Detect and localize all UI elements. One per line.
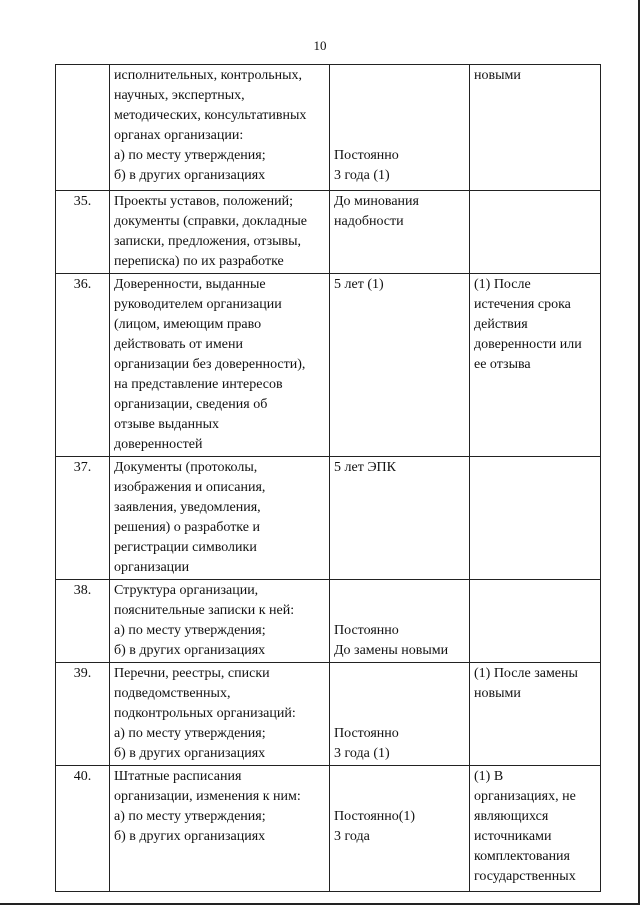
document-type-line: организации [114,560,190,575]
document-type-line: организации, сведения об [114,397,268,412]
document-type-line: Проекты уставов, положений; [114,194,293,209]
retention-term-line: надобности [334,214,404,229]
document-type-line: заявления, уведомления, [114,500,261,515]
document-type-line: Документы (протоколы, [114,460,258,475]
note-line: ее отзыва [474,357,531,372]
document-type-line: б) в других организациях [114,168,266,183]
retention-term-line [334,684,465,704]
retention-term-cell [330,580,470,663]
note-line: действия [474,317,528,332]
retention-term-line [334,601,465,621]
item-number: 40. [73,769,92,784]
document-type-line: Перечни, реестры, списки [114,666,270,681]
table-row [56,457,601,580]
document-type-line: Штатные расписания [114,769,242,784]
document-type-line: доверенностей [114,437,203,452]
retention-term-line [334,106,465,126]
document-type-cell [110,766,330,892]
document-type-line: записки, предложения, отзывы, [114,234,302,249]
note-line: источниками [474,829,552,844]
note-cell [470,766,601,892]
document-type-line: на представление интересов [114,377,283,392]
document-type-line: методических, консультативных [114,108,307,123]
retention-term-line: 3 года (1) [334,746,390,761]
document-type-line: отзыве выданных [114,417,220,432]
document-type-line: решения) о разработке и [114,520,260,535]
document-type-line: а) по месту утверждения; [114,623,266,638]
retention-term-cell [330,274,470,457]
retention-term-cell [330,191,470,274]
document-type-line: документы (справки, докладные [114,214,307,229]
item-number: 38. [73,583,92,598]
retention-term-cell [330,65,470,191]
document-type-line: а) по месту утверждения; [114,726,266,741]
document-type-cell [110,663,330,766]
document-type-line: изображения и описания, [114,480,266,495]
document-type-line: научных, экспертных, [114,88,245,103]
document-type-cell [110,65,330,191]
table-row [56,766,601,892]
retention-term-cell [330,663,470,766]
item-number: 35. [73,194,92,209]
note-line: комплектования [474,849,570,864]
document-type-line: Структура организации, [114,583,259,598]
table-row [56,274,601,457]
retention-term-line [334,66,465,86]
note-line: (1) В [474,769,504,784]
item-number: 39. [73,666,92,681]
note-cell [470,580,601,663]
retention-term-line: До замены новыми [334,643,449,658]
retention-term-line: Постоянно [334,148,399,163]
table-row [56,580,601,663]
document-type-line: б) в других организациях [114,829,266,844]
item-number: 36. [73,277,92,292]
page-number: 10 [313,38,327,53]
retention-term-line [334,664,465,684]
note-cell [470,274,601,457]
document-type-line: переписка) по их разработке [114,254,284,269]
table-body [56,65,601,892]
item-number-cell [56,663,110,766]
document-type-line: подконтрольных организаций: [114,706,296,721]
document-type-cell [110,191,330,274]
note-cell [470,191,601,274]
retention-term-cell [330,766,470,892]
document-type-line: исполнительных, контрольных, [114,68,303,83]
retention-term-line [334,767,465,787]
note-cell [470,663,601,766]
note-line: новыми [474,68,521,83]
retention-term-line [334,126,465,146]
item-number-cell [56,65,110,191]
note-line: (1) После замены [474,666,578,681]
retention-schedule-table [55,64,601,892]
note-line: доверенности или [474,337,582,352]
item-number-cell [56,766,110,892]
document-type-line: регистрации символики [114,540,257,555]
document-type-line: а) по месту утверждения; [114,148,266,163]
retention-term-line [334,86,465,106]
document-type-cell [110,274,330,457]
note-line: (1) После [474,277,531,292]
note-line: являющихся [474,809,549,824]
document-type-line: организации без доверенности), [114,357,306,372]
note-line: организациях, не [474,789,576,804]
item-number-cell [56,191,110,274]
note-cell [470,457,601,580]
item-number-cell [56,580,110,663]
retention-term-cell [330,457,470,580]
retention-term-line [334,581,465,601]
retention-term-line: 3 года [334,829,370,844]
note-line: истечения срока [474,297,571,312]
document-type-line: руководителем организации [114,297,282,312]
note-line: новыми [474,686,521,701]
retention-term-line: 5 лет (1) [334,277,384,292]
document-type-cell [110,457,330,580]
retention-term-line: Постоянно [334,726,399,741]
retention-term-line [334,787,465,807]
document-type-cell [110,580,330,663]
item-number-cell [56,274,110,457]
item-number-cell [56,457,110,580]
document-type-line: (лицом, имеющим право [114,317,262,332]
note-line: государственных [474,869,576,884]
retention-term-line: Постоянно(1) [334,809,416,824]
document-type-line: б) в других организациях [114,746,266,761]
note-cell [470,65,601,191]
retention-term-line: Постоянно [334,623,399,638]
table-row [56,65,601,191]
document-type-line: организации, изменения к ним: [114,789,301,804]
document-type-line: б) в других организациях [114,643,266,658]
document-type-line: органах организации: [114,128,244,143]
table-row [56,191,601,274]
retention-term-line: До минования [334,194,419,209]
retention-term-line: 3 года (1) [334,168,390,183]
document-type-line: пояснительные записки к ней: [114,603,295,618]
document-type-line: а) по месту утверждения; [114,809,266,824]
document-type-line: Доверенности, выданные [114,277,266,292]
item-number: 37. [73,460,92,475]
table-row [56,663,601,766]
retention-term-line: 5 лет ЭПК [334,460,397,475]
document-type-line: действовать от имени [114,337,243,352]
retention-term-line [334,704,465,724]
document-type-line: подведомственных, [114,686,231,701]
